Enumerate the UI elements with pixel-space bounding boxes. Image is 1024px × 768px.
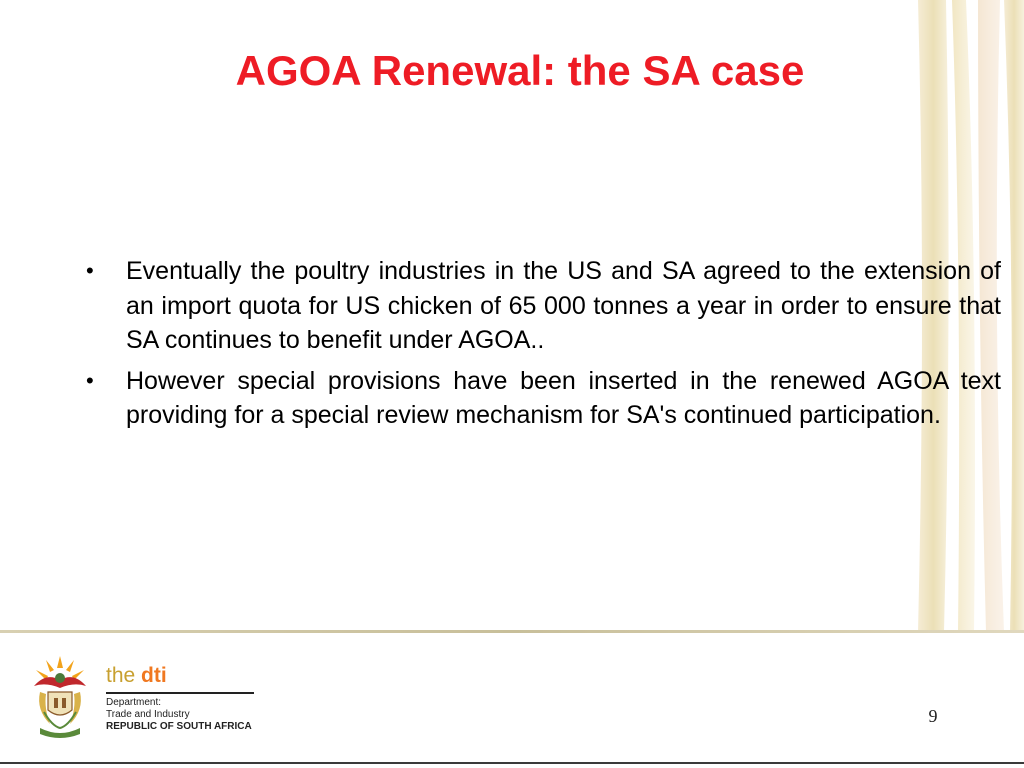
brand-dti: dti — [141, 664, 167, 687]
dti-brand-name — [106, 664, 167, 688]
brand-rule — [106, 692, 254, 694]
brand-the: the — [106, 664, 142, 687]
bullet-text-2: However special provisions have been inserted in the renewed AGOA text providing for a special review mechanism for SA's continued participation. — [126, 366, 1001, 429]
bullet-list — [83, 254, 1001, 439]
dept-line-2: Trade and Industry — [106, 709, 190, 720]
bullet-marker: • — [86, 367, 94, 393]
bullet-item-1 — [83, 254, 1001, 358]
bullet-text-1: Eventually the poultry industries in the US and SA agreed to the extension of an import quota for US chicken of 65 000 tonnes a year in order to ensure that SA continues to benefit under AGOA.. — [126, 257, 1001, 354]
department-text — [106, 697, 252, 733]
footer-divider — [0, 630, 1024, 633]
dti-logo — [26, 652, 266, 744]
page-number: 9 — [928, 706, 938, 726]
dept-line-1: Department: — [106, 697, 162, 708]
coat-of-arms-icon — [26, 652, 94, 742]
bottom-border — [0, 762, 1024, 764]
bullet-item-2 — [83, 364, 1001, 433]
bullet-marker: • — [86, 258, 94, 283]
slide-title: AGOA Renewal: the SA case — [235, 47, 805, 94]
dept-line-3: REPUBLIC OF SOUTH AFRICA — [106, 721, 252, 732]
